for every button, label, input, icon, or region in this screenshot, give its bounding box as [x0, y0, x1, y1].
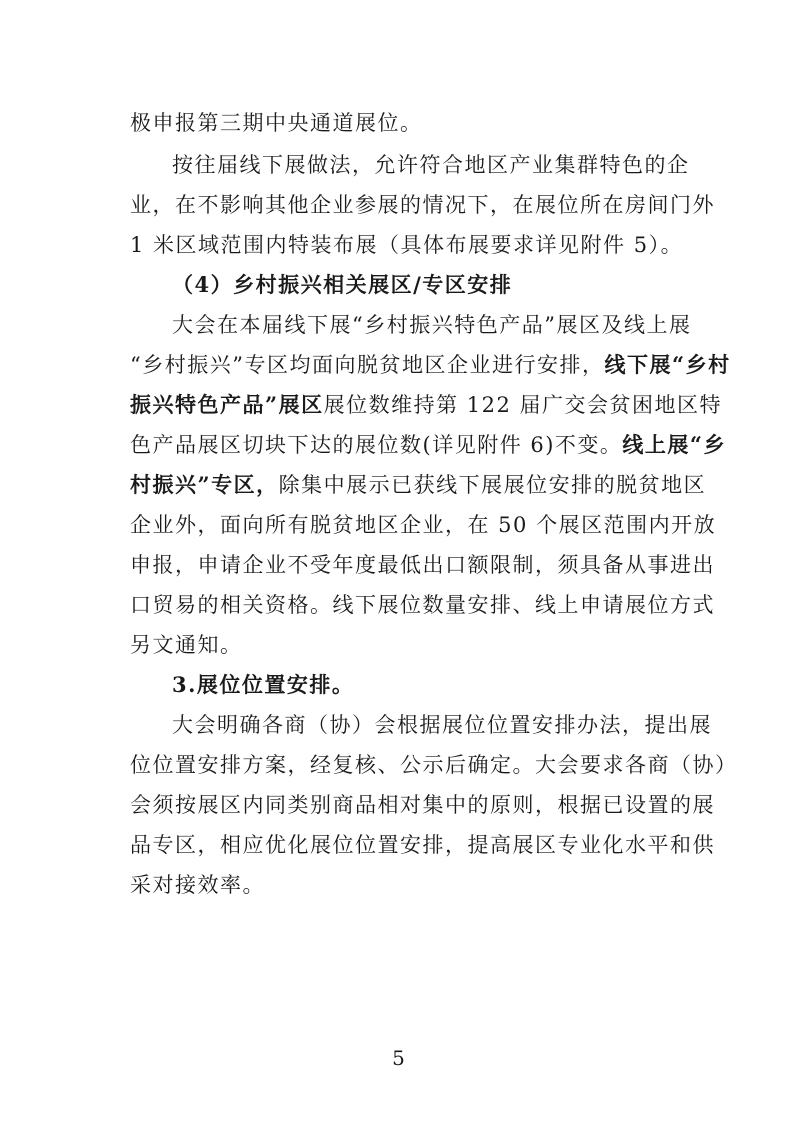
text-run: 色产品展区切块下达的展位数(详见附件 6)不变。	[130, 433, 623, 457]
paragraph-line: 口贸易的相关资格。线下展位数量安排、线上申请展位方式	[130, 593, 715, 617]
text-run: 展位数维持第 122 届广交会贫困地区特	[323, 393, 723, 417]
paragraph-line	[130, 390, 722, 420]
paragraph-line: 按往届线下展做法，允许符合地区产业集群特色的企	[172, 153, 690, 177]
paragraph-line: 业，在不影响其他企业参展的情况下，在展位所在房间门外	[130, 193, 715, 217]
paragraph-line: 企业外，面向所有脱贫地区企业，在 50 个展区范围内开放	[130, 513, 717, 537]
section-heading: 3.展位位置安排。	[172, 672, 355, 697]
paragraph-line: 大会在本届线下展“乡村振兴特色产品”展区及线上展	[172, 313, 692, 337]
paragraph-line: 1 米区域范围内特装布展（具体布展要求详见附件 5）。	[130, 233, 684, 257]
paragraph-line: 申报，申请企业不受年度最低出口额限制，须具备从事进出	[130, 553, 715, 577]
paragraph-line	[130, 350, 731, 380]
section-heading: （4）乡村振兴相关展区/专区安排	[172, 272, 513, 297]
paragraph-line: 采对接效率。	[130, 873, 265, 897]
paragraph-line: 极申报第三期中央通道展位。	[130, 111, 423, 135]
paragraph-line	[130, 470, 706, 500]
bold-text-run: 线上展“乡	[622, 432, 727, 457]
paragraph-line: 位位置安排方案，经复核、公示后确定。大会要求各商（协）	[130, 753, 738, 777]
page-number: 5	[392, 1046, 405, 1070]
text-run: “乡村振兴”专区均面向脱贫地区企业进行安排，	[130, 353, 605, 377]
paragraph-line	[130, 430, 726, 460]
paragraph-line: 大会明确各商（协）会根据展位位置安排办法，提出展	[172, 713, 712, 737]
text-run: 除集中展示已获线下展展位安排的脱贫地区	[278, 473, 707, 497]
paragraph-line: 品专区，相应优化展位位置安排，提高展区专业化水平和供	[130, 833, 715, 857]
paragraph-line: 会须按展区内同类别商品相对集中的原则，根据已设置的展	[130, 793, 715, 817]
bold-text-run: 线下展“乡村	[604, 352, 731, 377]
bold-text-run: 振兴特色产品”展区	[130, 392, 324, 417]
paragraph-line: 另文通知。	[130, 633, 243, 657]
bold-text-run: 村振兴”专区，	[130, 472, 279, 497]
